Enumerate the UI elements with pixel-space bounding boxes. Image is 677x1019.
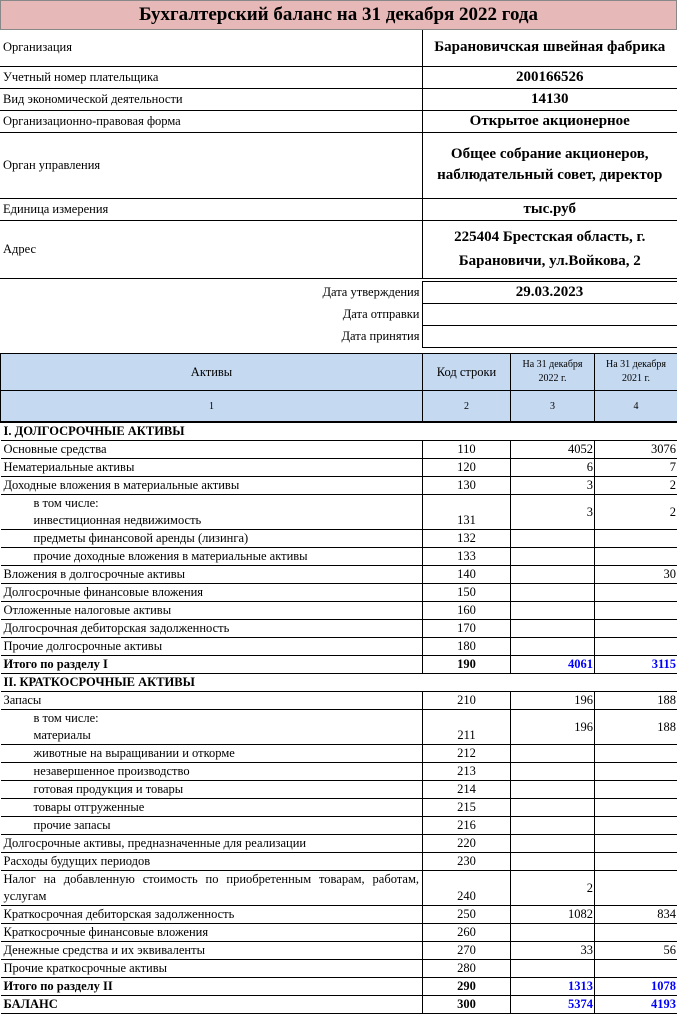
row-label: БАЛАНС: [1, 996, 423, 1014]
info-row: [0, 132, 677, 198]
table-row: [1, 602, 677, 620]
value-2021[interactable]: 56: [595, 942, 677, 960]
row-code: 190: [423, 656, 511, 674]
value-2022[interactable]: [511, 835, 595, 853]
header-assets: Активы: [1, 354, 423, 391]
info-row: [0, 220, 677, 278]
value-2021[interactable]: 4193: [595, 996, 677, 1014]
row-label: Итого по разделу I: [1, 656, 423, 674]
header-code: Код строки: [423, 354, 511, 391]
value-2022[interactable]: [511, 924, 595, 942]
value-2021[interactable]: [595, 799, 677, 817]
value-2021[interactable]: [595, 853, 677, 871]
value-2021[interactable]: [595, 602, 677, 620]
value-2021[interactable]: [595, 530, 677, 548]
value-2021[interactable]: 3076: [595, 441, 677, 459]
date-label: Дата принятия: [341, 329, 420, 343]
table-row: [1, 530, 677, 548]
row-code: 216: [423, 817, 511, 835]
info-row: [0, 66, 677, 88]
table-row: [1, 495, 677, 530]
row-label: животные на выращивании и откорме: [1, 745, 423, 763]
row-label: Долгосрочная дебиторская задолженность: [1, 620, 423, 638]
row-code: 215: [423, 799, 511, 817]
row-code: 300: [423, 996, 511, 1014]
value-2022[interactable]: [511, 781, 595, 799]
table-row: [1, 924, 677, 942]
table-row: [1, 781, 677, 799]
info-value[interactable]: 14130: [422, 88, 677, 110]
info-row: [0, 110, 677, 132]
date-label: Дата отправки: [342, 307, 420, 321]
value-2022[interactable]: 4061: [511, 656, 595, 674]
table-row: [1, 548, 677, 566]
row-code: 150: [423, 584, 511, 602]
value-2021[interactable]: 2: [595, 477, 677, 495]
value-2021[interactable]: [595, 638, 677, 656]
date-row: [0, 282, 677, 304]
value-2021[interactable]: [595, 924, 677, 942]
table-row: [1, 960, 677, 978]
section-header: [1, 674, 677, 692]
value-2021[interactable]: [595, 584, 677, 602]
row-label: Денежные средства и их эквиваленты: [1, 942, 423, 960]
value-2022[interactable]: [511, 853, 595, 871]
table-row: [1, 978, 677, 996]
value-2021[interactable]: [595, 548, 677, 566]
info-label: Организация: [0, 30, 422, 66]
table-row: [1, 853, 677, 871]
table-row: [1, 871, 677, 906]
row-code: 250: [423, 906, 511, 924]
value-2022[interactable]: 4052: [511, 441, 595, 459]
header-num-4: 4: [595, 391, 677, 423]
value-2021[interactable]: 1078: [595, 978, 677, 996]
info-label: Вид экономической деятельности: [0, 88, 422, 110]
value-2022[interactable]: [511, 566, 595, 584]
value-2021[interactable]: [595, 745, 677, 763]
row-label: Прочие краткосрочные активы: [1, 960, 423, 978]
table-row: [1, 745, 677, 763]
info-label: Адрес: [0, 220, 422, 278]
header-num-3: 3: [511, 391, 595, 423]
value-2021[interactable]: [595, 620, 677, 638]
value-2021[interactable]: 7: [595, 459, 677, 477]
value-2022[interactable]: [511, 602, 595, 620]
table-header: [1, 354, 677, 391]
value-2022[interactable]: [511, 584, 595, 602]
table-row: [1, 710, 677, 745]
row-label: прочие доходные вложения в материальные активы: [1, 548, 423, 566]
row-code: 132: [423, 530, 511, 548]
row-label: Долгосрочные активы, предназначенные для реализации: [1, 835, 423, 853]
page-title: Бухгалтерский баланс на 31 декабря 2022 года: [0, 0, 677, 30]
row-label-text: инвестиционная недвижимость: [33, 513, 202, 527]
row-code: 210: [423, 692, 511, 710]
date-row: [0, 326, 677, 348]
table-row: [1, 638, 677, 656]
row-label-text: материалы: [33, 728, 91, 742]
in-that-number-label: в том числе:: [33, 496, 99, 510]
info-row: [0, 30, 677, 66]
row-label: Нематериальные активы: [1, 459, 423, 477]
header-2021: На 31 декабря 2021 г.: [595, 354, 677, 391]
row-label: прочие запасы: [1, 817, 423, 835]
info-label: Орган управления: [0, 132, 422, 198]
info-value[interactable]: Барановичская швейная фабрика: [422, 30, 677, 66]
value-2022[interactable]: 196: [511, 692, 595, 710]
row-label: Основные средства: [1, 441, 423, 459]
value-2021[interactable]: 834: [595, 906, 677, 924]
row-code: 140: [423, 566, 511, 584]
info-value[interactable]: 225404 Брестская область, г. Барановичи, ул.Войкова, 2: [422, 220, 677, 278]
value-2022[interactable]: [511, 530, 595, 548]
info-row: [0, 88, 677, 110]
date-value[interactable]: 29.03.2023: [422, 282, 677, 304]
row-label: Краткосрочные финансовые вложения: [1, 924, 423, 942]
dates-block: [0, 281, 677, 348]
row-code: 240: [423, 871, 511, 906]
header-num-2: 2: [423, 391, 511, 423]
in-that-number-label: в том числе:: [33, 711, 99, 725]
date-value[interactable]: [422, 326, 677, 348]
table-row: [1, 835, 677, 853]
value-2022[interactable]: [511, 638, 595, 656]
row-code: 160: [423, 602, 511, 620]
value-2022[interactable]: 3: [511, 477, 595, 495]
row-code: 110: [423, 441, 511, 459]
row-label: предметы финансовой аренды (лизинга): [1, 530, 423, 548]
row-label: товары отгруженные: [1, 799, 423, 817]
value-2021[interactable]: 188: [595, 710, 677, 745]
info-value[interactable]: Общее собрание акционеров, наблюдательный совет, директор: [422, 132, 677, 198]
section-title: II. КРАТКОСРОЧНЫЕ АКТИВЫ: [1, 674, 677, 692]
date-value[interactable]: [422, 304, 677, 326]
table-row: [1, 942, 677, 960]
value-2022[interactable]: [511, 799, 595, 817]
value-2022[interactable]: 3: [511, 495, 595, 530]
table-row: [1, 692, 677, 710]
row-code: 270: [423, 942, 511, 960]
row-label: Итого по разделу II: [1, 978, 423, 996]
row-code: 220: [423, 835, 511, 853]
value-2021[interactable]: 3115: [595, 656, 677, 674]
value-2022[interactable]: 196: [511, 710, 595, 745]
row-label: [1, 495, 423, 530]
value-2021[interactable]: [595, 835, 677, 853]
value-2022[interactable]: [511, 548, 595, 566]
row-code: 170: [423, 620, 511, 638]
table-row: [1, 656, 677, 674]
table-row: [1, 620, 677, 638]
table-row: [1, 441, 677, 459]
info-label: Организационно-правовая форма: [0, 110, 422, 132]
row-label: Налог на добавленную стоимость по приобретенным товарам, работам, услугам: [1, 871, 423, 906]
table-row: [1, 763, 677, 781]
info-value[interactable]: 200166526: [422, 66, 677, 88]
date-label: Дата утверждения: [322, 285, 420, 299]
info-row: [0, 198, 677, 220]
row-code: 120: [423, 459, 511, 477]
value-2021[interactable]: 2: [595, 495, 677, 530]
row-label: Долгосрочные финансовые вложения: [1, 584, 423, 602]
table-row: [1, 817, 677, 835]
value-2022[interactable]: 1082: [511, 906, 595, 924]
table-row: [1, 477, 677, 495]
row-code: 230: [423, 853, 511, 871]
value-2022[interactable]: [511, 745, 595, 763]
value-2022[interactable]: [511, 620, 595, 638]
section-header: [1, 422, 677, 441]
info-value[interactable]: тыс.руб: [422, 198, 677, 220]
value-2021[interactable]: [595, 960, 677, 978]
organization-info: [0, 30, 677, 279]
value-2022[interactable]: [511, 960, 595, 978]
value-2022[interactable]: 33: [511, 942, 595, 960]
row-label: Прочие долгосрочные активы: [1, 638, 423, 656]
table-row: [1, 996, 677, 1014]
header-num-1: 1: [1, 391, 423, 423]
table-row: [1, 906, 677, 924]
section-title: I. ДОЛГОСРОЧНЫЕ АКТИВЫ: [1, 422, 677, 441]
info-label: Учетный номер плательщика: [0, 66, 422, 88]
row-label: Отложенные налоговые активы: [1, 602, 423, 620]
value-2022[interactable]: 2: [511, 871, 595, 906]
value-2021[interactable]: [595, 817, 677, 835]
header-2022: На 31 декабря 2022 г.: [511, 354, 595, 391]
value-2022[interactable]: 5374: [511, 996, 595, 1014]
row-code: 214: [423, 781, 511, 799]
row-code: 213: [423, 763, 511, 781]
table-row: [1, 584, 677, 602]
value-2021[interactable]: [595, 871, 677, 906]
row-label: Доходные вложения в материальные активы: [1, 477, 423, 495]
date-row: [0, 304, 677, 326]
row-code: 280: [423, 960, 511, 978]
row-code: 260: [423, 924, 511, 942]
row-code: 180: [423, 638, 511, 656]
value-2021[interactable]: 30: [595, 566, 677, 584]
row-label: Запасы: [1, 692, 423, 710]
table-row: [1, 799, 677, 817]
value-2022[interactable]: 6: [511, 459, 595, 477]
row-label: Расходы будущих периодов: [1, 853, 423, 871]
value-2021[interactable]: [595, 781, 677, 799]
row-label: готовая продукция и товары: [1, 781, 423, 799]
row-code: 211: [423, 710, 511, 745]
value-2021[interactable]: [595, 763, 677, 781]
row-label: [1, 710, 423, 745]
value-2022[interactable]: 1313: [511, 978, 595, 996]
value-2022[interactable]: [511, 763, 595, 781]
row-code: 133: [423, 548, 511, 566]
row-code: 290: [423, 978, 511, 996]
row-label: Краткосрочная дебиторская задолженность: [1, 906, 423, 924]
row-label: Вложения в долгосрочные активы: [1, 566, 423, 584]
row-code: 130: [423, 477, 511, 495]
info-value[interactable]: Открытое акционерное: [422, 110, 677, 132]
table-row: [1, 566, 677, 584]
row-code: 131: [423, 495, 511, 530]
info-label: Единица измерения: [0, 198, 422, 220]
table-header-numbers: [1, 391, 677, 423]
row-code: 212: [423, 745, 511, 763]
value-2021[interactable]: 188: [595, 692, 677, 710]
value-2022[interactable]: [511, 817, 595, 835]
row-label: незавершенное производство: [1, 763, 423, 781]
table-row: [1, 459, 677, 477]
balance-table: [0, 353, 677, 1014]
